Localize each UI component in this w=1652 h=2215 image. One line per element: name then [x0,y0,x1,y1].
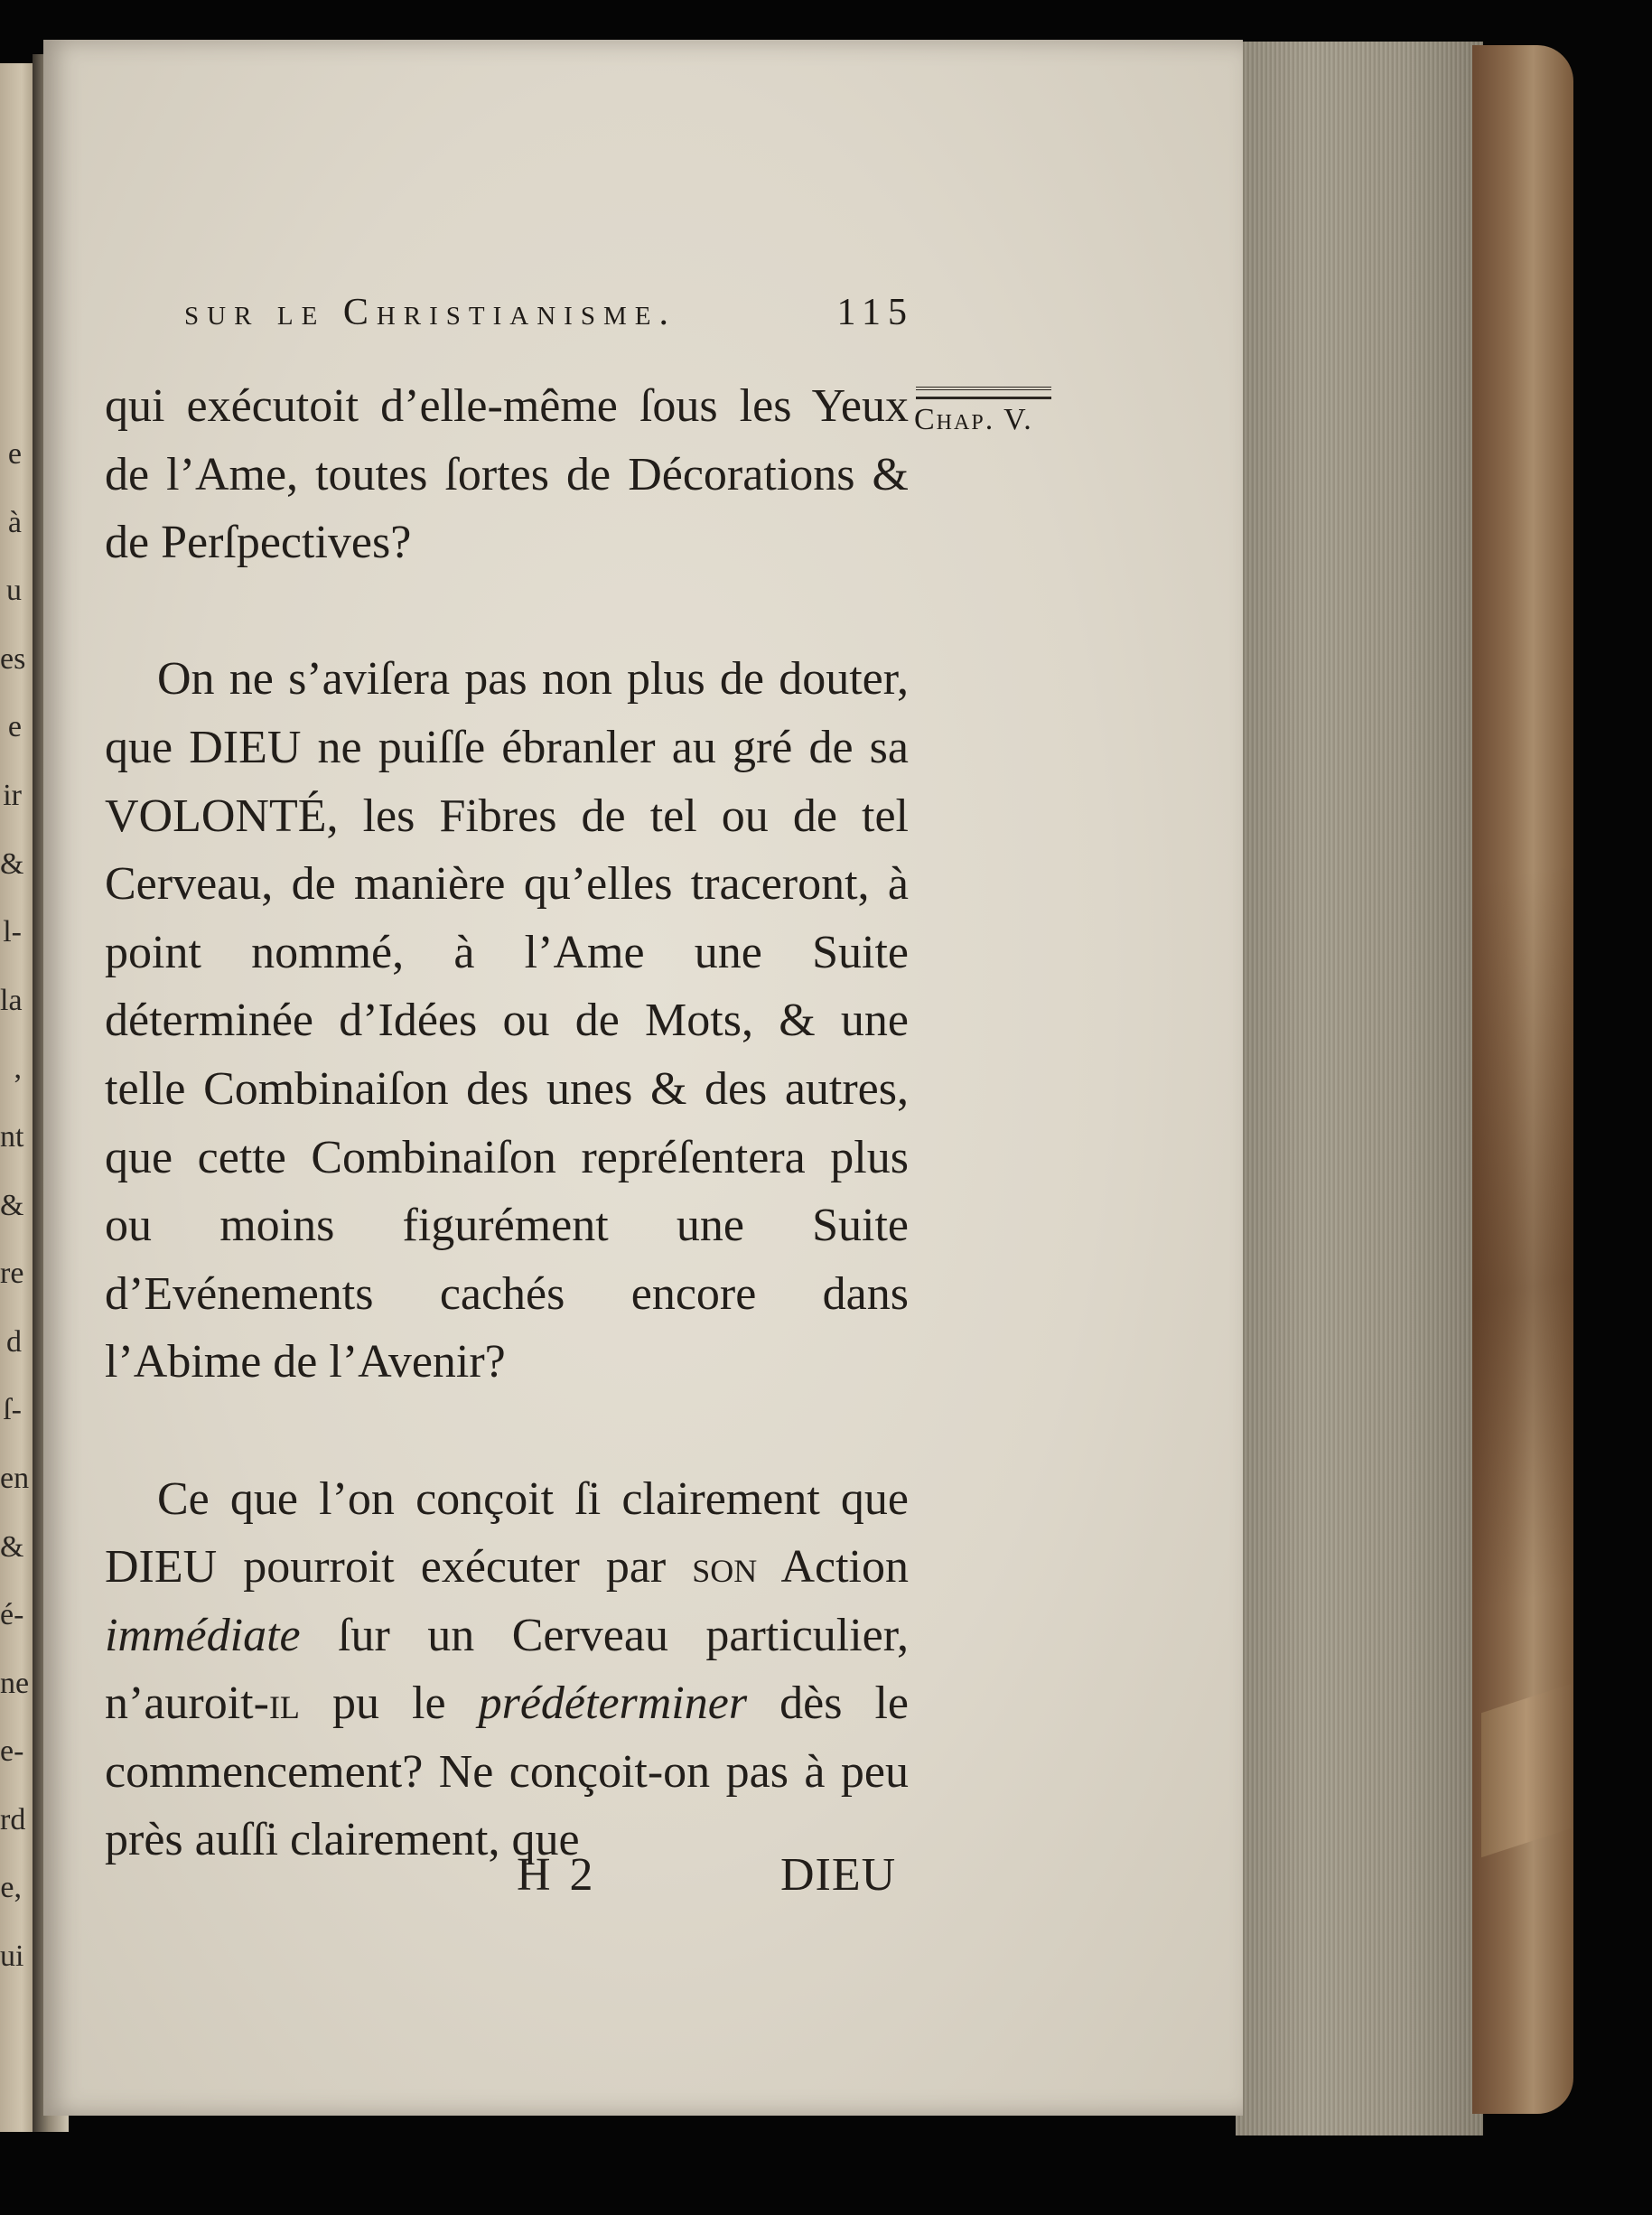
fragment: es [0,641,26,676]
text-run: Action [757,1541,909,1593]
catchword: DIEU [780,1849,897,1901]
small-caps-run: il [268,1678,300,1730]
fragment: u [6,574,22,608]
paragraph-gap [105,577,909,646]
fragment: e [7,710,22,744]
text-run: dès le commencement? Ne conçoit-on pas à peu près auſſi clairement, que [105,1678,910,1866]
fragment: l- [3,915,22,949]
fragment: e- [0,1734,24,1769]
fragment: nt [0,1119,24,1154]
paragraph-gap [105,1397,909,1465]
fragment: ne [0,1666,30,1700]
fragment: & [0,1188,24,1222]
text-run: Ce que l’on conçoit ſi clairement que DIEU pourroit exécuter par [105,1472,909,1593]
signature-mark: H 2 [517,1849,597,1901]
fragment: , [14,1051,22,1086]
fragment: é- [0,1598,24,1632]
page-number: 115 [836,292,914,333]
left-facing-page [0,63,36,2132]
fragment: e [7,437,22,471]
paragraph: On ne s’aviſera pas non plus de douter, que DIEU ne puiſſe ébranler au gré de sa VOLONTÉ, les Fibres de tel ou de tel Cerveau, de manière qu’elles traceront, à point nommé, à l’Ame une Suite déterminée d’Idées ou de Mots, & une telle Combinaiſon des unes & des autres, que cette Combinaiſon repréſentera plus ou moins figurément une Suite d’Evénements cachés encore dans l’Abime de l’Avenir? [105,653,909,1388]
italic-run: immédiate [105,1609,301,1661]
fragment: à [7,505,22,539]
italic-run: prédéterminer [478,1678,748,1730]
left-page-fragments [0,420,30,1991]
fore-edge [1236,42,1483,2136]
fragment: re [0,1257,24,1291]
paragraph [105,1465,909,1875]
fragment: & [0,846,24,881]
fragment: ſ- [3,1393,22,1427]
paragraph: qui exécutoit d’elle-même ſous les Yeux de l’Ame, toutes ſortes de Décorations & de Perſpectives? [105,380,909,569]
fragment: en [0,1461,30,1495]
text-run: pu le [299,1678,479,1730]
fragment: ui [0,1939,24,1974]
fragment: e, [0,1871,22,1905]
small-caps-run: son [692,1541,758,1593]
fragment: d [6,1324,22,1359]
fragment: rd [0,1802,26,1836]
cover-wear-band [1481,1684,1572,1857]
body-text [105,372,909,1874]
chapter-margin-note: Chap. V. [914,403,1033,436]
fragment: ir [3,778,22,812]
margin-rule [916,387,1051,399]
running-header [184,291,914,345]
text-run: ſur un Cerveau particulier, n’auroit- [105,1609,909,1730]
fragment: la [0,983,23,1017]
running-title: sur le Christianisme. [184,292,677,333]
fragment: & [0,1529,24,1564]
